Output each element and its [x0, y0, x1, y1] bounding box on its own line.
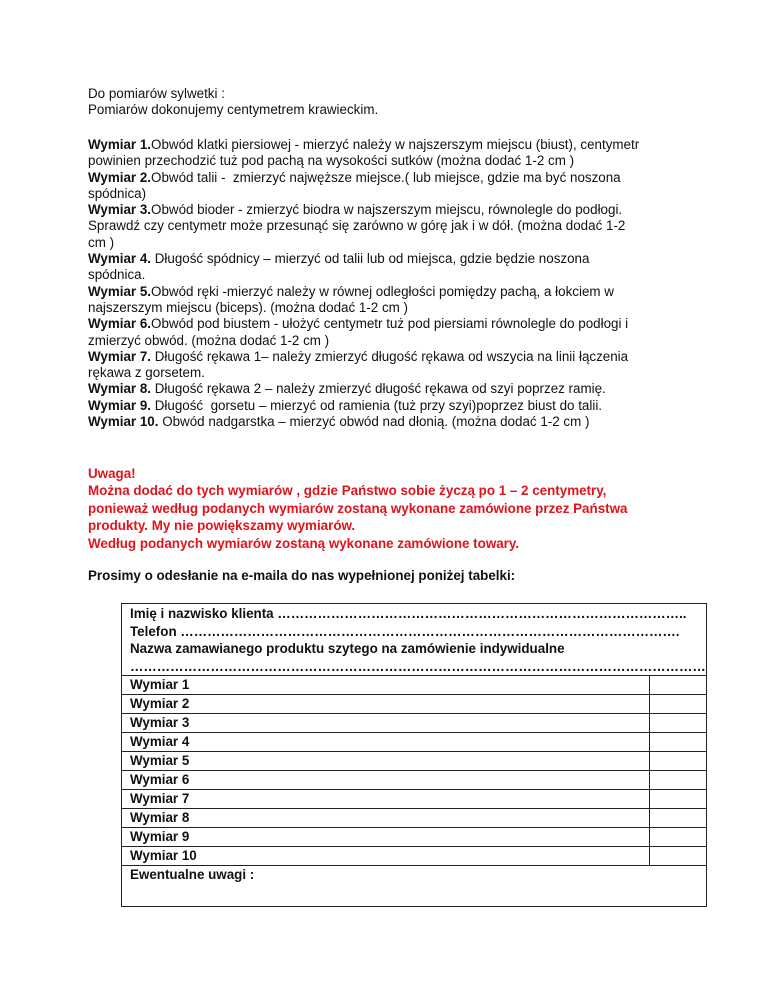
measurement-text: powinien przechodzić tuż pod pachą na wysokości sutków (można dodać 1-2 cm )	[88, 153, 575, 169]
measurement-label: Wymiar 9.	[88, 397, 152, 413]
measurement-form-table	[121, 603, 707, 907]
measurement-text: Obwód ręki -mierzyć należy w równej odległości pomiędzy pachą, a łokciem w	[151, 283, 614, 299]
measurement-text: Długość rękawa 2 – należy zmierzyć długość rękawa od szyi poprzez ramię.	[151, 381, 606, 397]
measurement-value-cell[interactable]	[649, 828, 706, 847]
measurement-text: Długość rękawa 1– należy zmierzyć długość rękawa od wszycia na linii łączenia	[151, 348, 629, 364]
measurement-line	[88, 333, 639, 349]
measurement-row-label: Wymiar 10	[122, 847, 650, 866]
intro-line: Pomiarów dokonujemy centymetrem krawieckim.	[88, 102, 379, 118]
measurement-line	[88, 267, 639, 283]
measurement-value-cell[interactable]	[649, 733, 706, 752]
measurement-line	[88, 202, 639, 218]
measurement-row-label: Wymiar 6	[122, 771, 650, 790]
measurement-text: Sprawdź czy centymetr może przesunąć się zarówno w górę jak i w dół. (można dodać 1-2	[88, 218, 626, 234]
measurement-text: najszerszym miejscu (biceps). (można dodać 1-2 cm )	[88, 299, 408, 315]
measurement-label: Wymiar 10.	[88, 414, 159, 430]
measurement-text: Obwód klatki piersiowej - mierzyć należy w najszerszym miejscu (biust), centymetr	[151, 137, 640, 152]
warning-line: Według podanych wymiarów zostaną wykonane zamówione towary.	[88, 535, 520, 551]
intro	[88, 86, 378, 119]
measurement-line	[88, 170, 639, 186]
measurement-label: Wymiar 8.	[88, 381, 152, 397]
measurement-instructions	[88, 137, 639, 430]
form-row	[122, 733, 707, 752]
measurement-line	[88, 381, 639, 397]
measurement-label: Wymiar 1.	[88, 137, 152, 152]
measurement-label: Wymiar 5.	[88, 283, 152, 299]
measurement-row-label: Wymiar 8	[122, 809, 650, 828]
measurement-line	[88, 137, 639, 153]
notes-field[interactable]	[122, 866, 707, 907]
measurement-label: Wymiar 4.	[88, 251, 152, 267]
measurement-text: Obwód bioder - zmierzyć biodra w najszerszym miejscu, równolegle do podłogi.	[151, 202, 623, 218]
measurement-row-label: Wymiar 1	[122, 676, 650, 695]
measurement-text: rękawa z gorsetem.	[88, 365, 205, 381]
measurement-text: Obwód nadgarstka – mierzyć obwód nad dłonią. (można dodać 1-2 cm )	[158, 414, 590, 430]
form-row	[122, 847, 707, 866]
measurement-line	[88, 284, 639, 300]
measurement-value-cell[interactable]	[649, 847, 706, 866]
measurement-line	[88, 251, 639, 267]
measurement-text: Długość gorsetu – mierzyć od ramienia (tuż przy szyi)poprzez biust do talii.	[151, 397, 603, 413]
form-row	[122, 714, 707, 733]
warning-line: produkty. My nie powiększamy wymiarów.	[88, 518, 356, 534]
measurement-row-label: Wymiar 4	[122, 733, 650, 752]
measurement-text: cm )	[88, 234, 115, 250]
client-name-field[interactable]: Imię i nazwisko klienta ………………………………………………………………………………..	[130, 606, 687, 621]
phone-field[interactable]: Telefon ………………………………………………………………………………………………….	[130, 623, 680, 639]
measurement-line	[88, 398, 639, 414]
measurement-value-cell[interactable]	[649, 771, 706, 790]
measurement-line	[88, 153, 639, 169]
form-row	[122, 828, 707, 847]
measurement-text: Długość spódnicy – mierzyć od talii lub od miejsca, gdzie będzie noszona	[151, 251, 590, 267]
measurement-label: Wymiar 6.	[88, 316, 152, 332]
measurement-line	[88, 414, 639, 430]
measurement-label: Wymiar 3.	[88, 202, 152, 218]
warning-block	[88, 465, 627, 552]
form-row	[122, 809, 707, 828]
measurement-row-label: Wymiar 2	[122, 695, 650, 714]
measurement-row-label: Wymiar 3	[122, 714, 650, 733]
measurement-line	[88, 300, 639, 316]
measurement-label: Wymiar 2.	[88, 169, 152, 185]
product-name-label: Nazwa zamawianego produktu szytego na zamówienie indywidualne	[130, 641, 565, 656]
measurement-line	[88, 349, 639, 365]
form-row	[122, 771, 707, 790]
measurement-row-label: Wymiar 5	[122, 752, 650, 771]
form-row	[122, 676, 707, 695]
client-info-cell[interactable]	[122, 604, 707, 676]
request-text: Prosimy o odesłanie na e-maila do nas wypełnionej poniżej tabelki:	[88, 568, 516, 583]
intro-line: Do pomiarów sylwetki :	[88, 86, 225, 101]
measurement-text: zmierzyć obwód. (można dodać 1-2 cm )	[88, 332, 330, 348]
measurement-value-cell[interactable]	[649, 790, 706, 809]
measurement-line	[88, 218, 639, 234]
warning-line: ponieważ według podanych wymiarów zostaną wykonane zamówione przez Państwa	[88, 500, 628, 516]
measurement-value-cell[interactable]	[649, 752, 706, 771]
form-row	[122, 790, 707, 809]
form-row	[122, 695, 707, 714]
measurement-text: Obwód talii - zmierzyć najwęższe miejsce.( lub miejsce, gdzie ma być noszona	[151, 169, 621, 185]
measurement-label: Wymiar 7.	[88, 348, 152, 364]
measurement-text: Obwód pod biustem - ułożyć centymetr tuż pod piersiami równolegle do podłogi i	[151, 316, 629, 332]
warning-title: Uwaga!	[88, 466, 136, 481]
notes-label: Ewentualne uwagi :	[130, 867, 255, 882]
measurement-value-cell[interactable]	[649, 809, 706, 828]
warning-line: Można dodać do tych wymiarów , gdzie Państwo sobie życzą po 1 – 2 centymetry,	[88, 483, 607, 499]
measurement-value-cell[interactable]	[649, 714, 706, 733]
measurement-text: spódnica)	[88, 185, 147, 201]
measurement-line	[88, 365, 639, 381]
measurement-text: spódnica.	[88, 267, 146, 283]
measurement-line	[88, 186, 639, 202]
form-row	[122, 752, 707, 771]
measurement-line	[88, 316, 639, 332]
measurement-line	[88, 235, 639, 251]
measurement-value-cell[interactable]	[649, 676, 706, 695]
measurement-value-cell[interactable]	[649, 695, 706, 714]
measurement-row-label: Wymiar 9	[122, 828, 650, 847]
product-name-field[interactable]: …………………………………………………………………………………………………………………	[130, 658, 706, 674]
measurement-row-label: Wymiar 7	[122, 790, 650, 809]
